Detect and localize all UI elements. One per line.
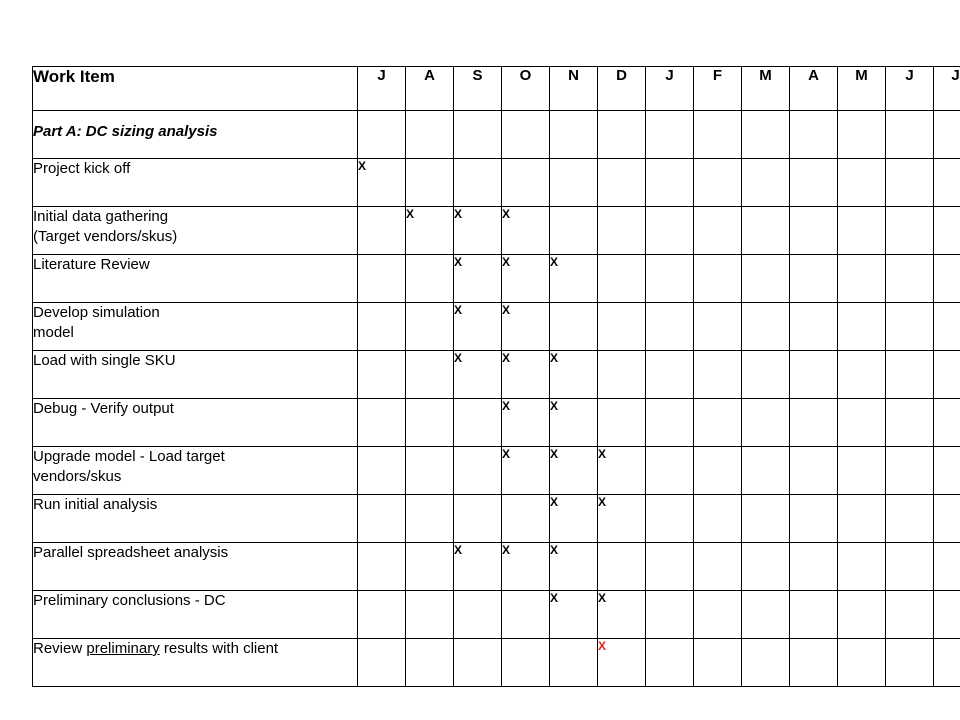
month-cell <box>502 207 550 255</box>
schedule-mark: X <box>550 447 559 461</box>
month-cell <box>742 447 790 495</box>
month-cell <box>742 159 790 207</box>
section-row <box>33 111 960 159</box>
table-row <box>33 303 960 351</box>
month-cell <box>454 591 502 639</box>
month-cell <box>358 207 406 255</box>
month-cell <box>694 111 742 159</box>
month-cell <box>598 255 646 303</box>
work-item-label <box>33 159 358 207</box>
month-cell <box>454 639 502 687</box>
month-cell <box>694 447 742 495</box>
label-underlined-text: preliminary <box>86 640 160 657</box>
month-cell <box>790 255 838 303</box>
month-cell <box>838 495 886 543</box>
month-cell <box>550 207 598 255</box>
month-header: J <box>646 67 694 111</box>
schedule-mark: X <box>454 207 463 221</box>
schedule-mark: X <box>454 543 463 557</box>
month-cell <box>646 351 694 399</box>
label-text: Literature Review <box>33 256 150 273</box>
month-cell <box>550 399 598 447</box>
header-row <box>33 67 960 111</box>
label-text: Run initial analysis <box>33 496 158 513</box>
month-cell <box>694 639 742 687</box>
month-cell <box>790 639 838 687</box>
month-cell <box>838 447 886 495</box>
month-cell <box>934 207 960 255</box>
month-cell <box>358 639 406 687</box>
table-row <box>33 159 960 207</box>
work-item-header: Work Item <box>33 67 358 111</box>
label-text: Review <box>33 640 87 657</box>
month-cell <box>934 639 960 687</box>
month-header: M <box>838 67 886 111</box>
month-cell <box>838 111 886 159</box>
month-cell <box>886 303 934 351</box>
month-cell <box>790 351 838 399</box>
month-cell <box>886 639 934 687</box>
table-row <box>33 591 960 639</box>
work-item-label <box>33 207 358 255</box>
month-cell <box>550 303 598 351</box>
month-cell <box>838 351 886 399</box>
label-text: Project kick off <box>33 160 131 177</box>
month-cell <box>358 591 406 639</box>
schedule-mark: X <box>598 447 607 461</box>
work-schedule-table <box>32 66 960 687</box>
month-cell <box>694 543 742 591</box>
month-cell <box>406 543 454 591</box>
month-cell <box>646 447 694 495</box>
month-cell <box>694 255 742 303</box>
month-cell <box>646 591 694 639</box>
month-cell <box>358 255 406 303</box>
month-cell <box>838 591 886 639</box>
month-cell <box>934 255 960 303</box>
month-cell <box>358 111 406 159</box>
month-cell <box>742 207 790 255</box>
month-cell <box>742 639 790 687</box>
month-cell <box>502 639 550 687</box>
month-cell <box>454 351 502 399</box>
label-text: Debug - Verify output <box>33 400 174 417</box>
month-cell <box>886 447 934 495</box>
month-cell <box>454 543 502 591</box>
month-cell <box>790 447 838 495</box>
month-cell <box>646 159 694 207</box>
month-cell <box>502 495 550 543</box>
month-cell <box>838 303 886 351</box>
work-item-label <box>33 303 358 351</box>
month-cell <box>502 111 550 159</box>
month-header: J <box>886 67 934 111</box>
month-cell <box>598 495 646 543</box>
month-cell <box>358 543 406 591</box>
schedule-mark: X <box>406 207 415 221</box>
month-cell <box>934 159 960 207</box>
month-cell <box>934 111 960 159</box>
month-cell <box>790 207 838 255</box>
schedule-mark: X <box>550 543 559 557</box>
work-item-label <box>33 495 358 543</box>
schedule-mark: X <box>502 447 511 461</box>
label-text: Part A: DC sizing analysis <box>33 123 218 140</box>
month-cell <box>886 111 934 159</box>
month-cell <box>502 543 550 591</box>
schedule-body <box>33 67 960 687</box>
month-cell <box>790 591 838 639</box>
month-cell <box>694 351 742 399</box>
schedule-mark: X <box>502 351 511 365</box>
month-cell <box>454 495 502 543</box>
work-item-label <box>33 639 358 687</box>
month-cell <box>838 159 886 207</box>
month-cell <box>694 207 742 255</box>
month-cell <box>934 495 960 543</box>
month-cell <box>406 639 454 687</box>
month-cell <box>550 543 598 591</box>
month-cell <box>502 303 550 351</box>
month-cell <box>406 495 454 543</box>
month-cell <box>790 159 838 207</box>
month-cell <box>454 111 502 159</box>
month-cell <box>358 159 406 207</box>
month-cell <box>598 159 646 207</box>
table-row <box>33 543 960 591</box>
month-cell <box>502 255 550 303</box>
month-cell <box>598 591 646 639</box>
month-cell <box>934 447 960 495</box>
month-cell <box>454 447 502 495</box>
month-cell <box>598 399 646 447</box>
month-cell <box>646 255 694 303</box>
table-row <box>33 639 960 687</box>
month-cell <box>358 399 406 447</box>
month-cell <box>550 159 598 207</box>
table-row <box>33 495 960 543</box>
month-cell <box>934 591 960 639</box>
month-header: D <box>598 67 646 111</box>
month-cell <box>550 591 598 639</box>
month-cell <box>886 495 934 543</box>
month-cell <box>694 495 742 543</box>
month-cell <box>934 303 960 351</box>
label-text: Develop simulation model <box>33 304 160 341</box>
schedule-mark: X <box>598 639 607 653</box>
month-cell <box>646 495 694 543</box>
month-header: F <box>694 67 742 111</box>
table-row <box>33 255 960 303</box>
month-header: A <box>790 67 838 111</box>
month-cell <box>742 111 790 159</box>
table-row <box>33 207 960 255</box>
month-header: S <box>454 67 502 111</box>
month-cell <box>886 159 934 207</box>
month-cell <box>742 399 790 447</box>
label-text: Load with single SKU <box>33 352 176 369</box>
month-cell <box>934 351 960 399</box>
month-cell <box>598 543 646 591</box>
month-cell <box>646 639 694 687</box>
month-cell <box>646 543 694 591</box>
schedule-mark: X <box>598 495 607 509</box>
month-cell <box>742 303 790 351</box>
schedule-mark: X <box>550 351 559 365</box>
month-cell <box>646 207 694 255</box>
schedule-mark: X <box>502 255 511 269</box>
month-header: N <box>550 67 598 111</box>
month-cell <box>454 207 502 255</box>
schedule-mark: X <box>454 303 463 317</box>
work-item-label <box>33 255 358 303</box>
month-header: J <box>934 67 960 111</box>
label-text: Parallel spreadsheet analysis <box>33 544 229 561</box>
month-cell <box>886 399 934 447</box>
month-cell <box>406 303 454 351</box>
month-cell <box>838 255 886 303</box>
month-cell <box>550 255 598 303</box>
month-cell <box>646 303 694 351</box>
month-cell <box>886 351 934 399</box>
month-cell <box>406 591 454 639</box>
month-cell <box>406 447 454 495</box>
month-cell <box>358 447 406 495</box>
month-cell <box>358 303 406 351</box>
month-cell <box>598 639 646 687</box>
table-row <box>33 351 960 399</box>
month-cell <box>406 207 454 255</box>
month-cell <box>694 399 742 447</box>
work-item-label <box>33 351 358 399</box>
month-cell <box>454 159 502 207</box>
schedule-mark: X <box>502 543 511 557</box>
month-cell <box>934 543 960 591</box>
month-cell <box>598 351 646 399</box>
month-cell <box>886 207 934 255</box>
month-cell <box>790 111 838 159</box>
month-cell <box>502 351 550 399</box>
schedule-mark: X <box>454 255 463 269</box>
month-cell <box>358 495 406 543</box>
month-cell <box>454 303 502 351</box>
month-cell <box>838 207 886 255</box>
month-cell <box>646 111 694 159</box>
month-cell <box>838 639 886 687</box>
month-cell <box>550 111 598 159</box>
label-text: Initial data gathering (Target vendors/skus) <box>33 208 178 245</box>
label-text: results with client <box>159 640 279 657</box>
month-cell <box>886 543 934 591</box>
month-cell <box>406 255 454 303</box>
schedule-mark: X <box>502 399 511 413</box>
month-cell <box>646 399 694 447</box>
table-row <box>33 447 960 495</box>
month-cell <box>550 495 598 543</box>
label-text: Upgrade model - Load target vendors/skus <box>33 448 225 485</box>
month-cell <box>454 255 502 303</box>
month-cell <box>598 207 646 255</box>
table-row <box>33 399 960 447</box>
schedule-mark: X <box>550 591 559 605</box>
month-cell <box>502 591 550 639</box>
month-cell <box>790 399 838 447</box>
month-cell <box>934 399 960 447</box>
month-header: O <box>502 67 550 111</box>
work-item-label <box>33 447 358 495</box>
month-cell <box>886 591 934 639</box>
work-item-label <box>33 543 358 591</box>
month-cell <box>598 447 646 495</box>
month-cell <box>598 111 646 159</box>
month-header: A <box>406 67 454 111</box>
schedule-mark: X <box>358 159 367 173</box>
month-cell <box>406 399 454 447</box>
month-cell <box>502 447 550 495</box>
schedule-mark: X <box>550 399 559 413</box>
month-cell <box>838 399 886 447</box>
month-cell <box>742 591 790 639</box>
month-cell <box>742 543 790 591</box>
month-cell <box>406 159 454 207</box>
month-cell <box>454 399 502 447</box>
month-cell <box>838 543 886 591</box>
month-cell <box>694 303 742 351</box>
section-title <box>33 111 358 159</box>
schedule-mark: X <box>550 255 559 269</box>
month-cell <box>550 351 598 399</box>
month-cell <box>550 639 598 687</box>
month-cell <box>502 399 550 447</box>
month-cell <box>550 447 598 495</box>
work-item-label <box>33 399 358 447</box>
month-header: M <box>742 67 790 111</box>
month-cell <box>790 303 838 351</box>
month-cell <box>694 159 742 207</box>
month-cell <box>406 111 454 159</box>
work-item-label <box>33 591 358 639</box>
schedule-mark: X <box>598 591 607 605</box>
month-cell <box>742 255 790 303</box>
schedule-mark: X <box>502 207 511 221</box>
schedule-mark: X <box>502 303 511 317</box>
schedule-mark: X <box>454 351 463 365</box>
month-cell <box>598 303 646 351</box>
month-header: J <box>358 67 406 111</box>
month-cell <box>358 351 406 399</box>
month-cell <box>694 591 742 639</box>
label-text: Preliminary conclusions - DC <box>33 592 226 609</box>
month-cell <box>790 495 838 543</box>
month-cell <box>742 351 790 399</box>
month-cell <box>406 351 454 399</box>
month-cell <box>742 495 790 543</box>
schedule-mark: X <box>550 495 559 509</box>
month-cell <box>790 543 838 591</box>
month-cell <box>886 255 934 303</box>
month-cell <box>502 159 550 207</box>
